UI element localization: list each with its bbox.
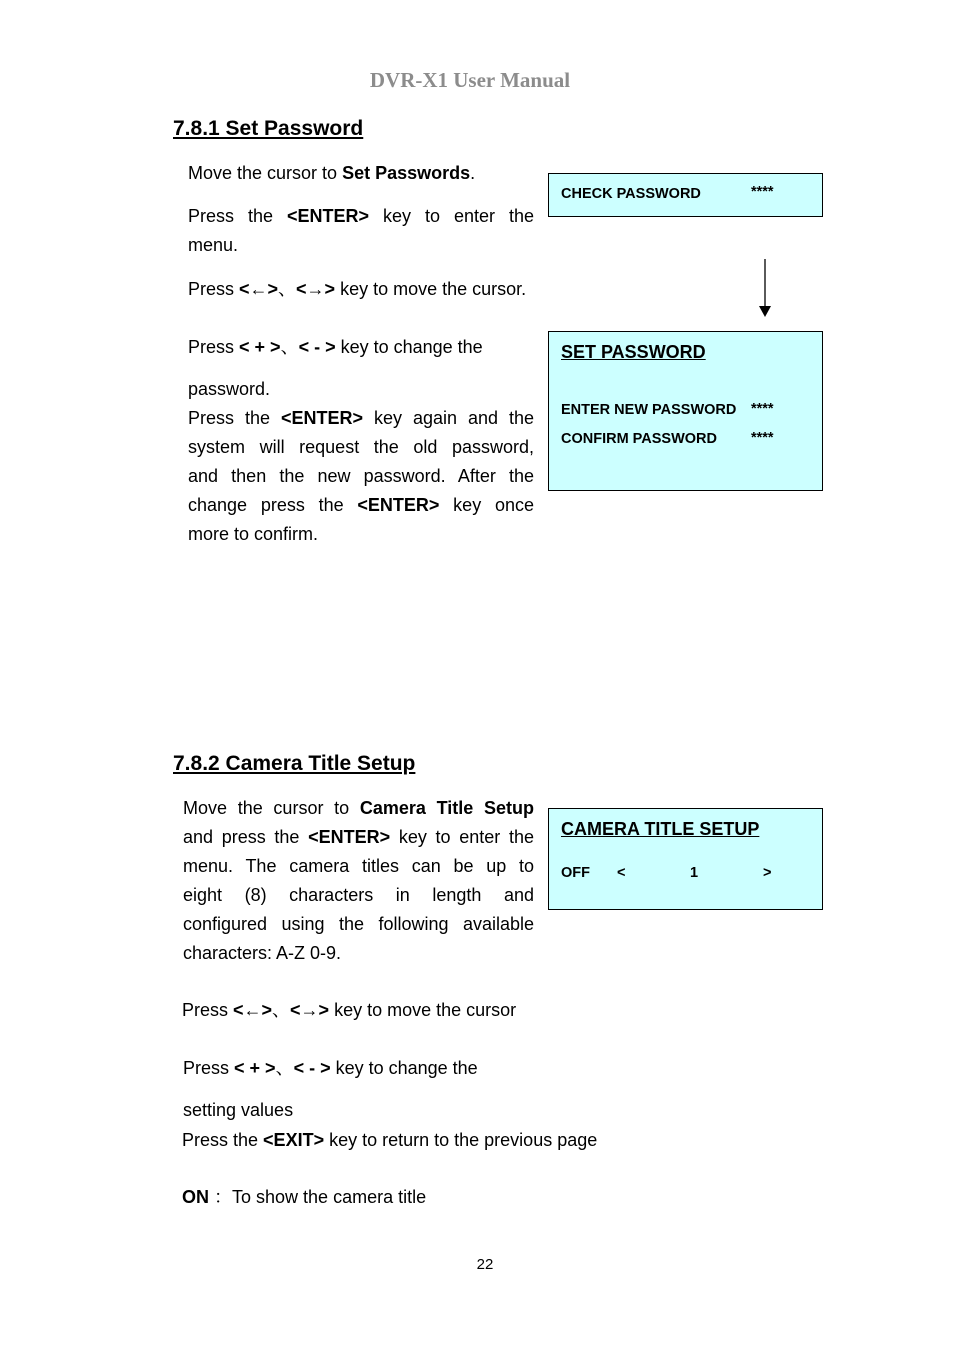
line: configured using the following available xyxy=(183,914,534,934)
text: Press xyxy=(183,1058,235,1078)
text: Press xyxy=(182,1000,234,1020)
set-password-step-2 xyxy=(188,202,534,260)
text: Press the xyxy=(182,1130,264,1150)
text: . xyxy=(470,163,476,183)
bold-text: Camera Title Setup xyxy=(359,798,534,818)
manual-title: DVR-X1 User Manual xyxy=(369,68,571,92)
set-password-step-6 xyxy=(188,404,534,549)
camera-title-step-3 xyxy=(183,1054,478,1083)
text: key to move the cursor. xyxy=(335,279,527,299)
arrow-down-icon xyxy=(756,258,774,320)
set-password-screen-title: SET PASSWORD xyxy=(561,342,706,362)
text: key to move the cursor xyxy=(329,1000,517,1020)
camera-title-screen-title: CAMERA TITLE SETUP xyxy=(561,819,760,839)
text: change press the xyxy=(188,495,358,515)
bold-text: <ENTER> xyxy=(357,495,440,515)
camera-title-left-arrow: < xyxy=(617,865,626,881)
bold-text: < + > xyxy=(234,1058,276,1078)
bold-text: < - > xyxy=(293,1058,331,1078)
set-password-screen xyxy=(548,331,823,491)
bold-text: <→> xyxy=(296,279,336,299)
section-heading-camera-title: 7.8.2 Camera Title Setup xyxy=(173,752,416,775)
camera-title-step-1 xyxy=(183,794,534,968)
camera-title-setup-screen xyxy=(548,808,823,910)
bold-text: <ENTER> xyxy=(286,206,370,226)
check-password-screen xyxy=(548,173,823,217)
bold-text: Set Passwords xyxy=(342,163,471,183)
bold-text: <→> xyxy=(290,1000,330,1020)
text: 、 xyxy=(280,337,299,357)
bold-text: < + > xyxy=(239,337,281,357)
bold-text: <ENTER> xyxy=(308,827,391,847)
bold-text: <ENTER> xyxy=(280,408,363,428)
line: more to confirm. xyxy=(188,524,319,544)
camera-title-step-5 xyxy=(182,1126,597,1155)
text: Move the cursor to xyxy=(183,798,360,818)
set-password-step-4 xyxy=(188,333,483,362)
page-number: 22 xyxy=(476,1256,494,1273)
text: key to enter the xyxy=(369,206,534,226)
set-password-step-3 xyxy=(188,275,526,304)
text: Press xyxy=(188,279,240,299)
text: 、 xyxy=(272,1000,291,1020)
enter-new-password-value: **** xyxy=(751,401,774,417)
text: Press xyxy=(188,337,240,357)
text: Press the xyxy=(188,206,287,226)
bold-text: <EXIT> xyxy=(263,1130,325,1150)
text: 、 xyxy=(275,1058,294,1078)
set-password-step-5: password. xyxy=(188,379,271,399)
bold-text: ON xyxy=(182,1187,215,1207)
line xyxy=(183,794,534,823)
text: and press the xyxy=(183,827,309,847)
bold-text: <←> xyxy=(233,1000,273,1020)
line: menu. The camera titles can be up to xyxy=(183,856,534,876)
camera-title-step-2 xyxy=(182,996,516,1025)
confirm-password-value: **** xyxy=(751,430,774,446)
line xyxy=(188,491,534,520)
line: system will request the old password, xyxy=(188,437,534,457)
line xyxy=(183,823,534,852)
section-heading-set-password: 7.8.1 Set Password xyxy=(173,117,364,140)
line xyxy=(188,404,534,433)
confirm-password-label: CONFIRM PASSWORD xyxy=(561,431,718,447)
camera-title-on-note xyxy=(182,1183,426,1212)
text: key once xyxy=(439,495,534,515)
line: eight (8) characters in length and xyxy=(183,885,534,905)
enter-new-password-label: ENTER NEW PASSWORD xyxy=(561,402,737,418)
bold-text: <←> xyxy=(239,279,279,299)
camera-title-state: OFF xyxy=(561,865,590,881)
text: key to change the xyxy=(330,1058,478,1078)
line: menu. xyxy=(188,235,239,255)
text: Move the cursor to xyxy=(188,163,343,183)
text: key to enter the xyxy=(390,827,534,847)
text: key again and the xyxy=(363,408,534,428)
text: 、 xyxy=(278,279,297,299)
check-password-value: **** xyxy=(751,184,774,200)
text: key to return to the previous page xyxy=(324,1130,598,1150)
camera-title-right-arrow: > xyxy=(763,865,772,881)
camera-title-step-4: setting values xyxy=(183,1100,294,1120)
check-password-label: CHECK PASSWORD xyxy=(561,186,701,202)
line: characters: A-Z 0-9. xyxy=(183,943,342,963)
line: and then the new password. After the xyxy=(188,466,534,486)
set-password-step-1 xyxy=(188,159,475,188)
bold-text: < - > xyxy=(298,337,336,357)
camera-title-number: 1 xyxy=(690,865,699,881)
line xyxy=(188,202,534,231)
text: Press the xyxy=(188,408,281,428)
text: key to change the xyxy=(335,337,483,357)
text: ：To show the camera title xyxy=(214,1187,427,1207)
